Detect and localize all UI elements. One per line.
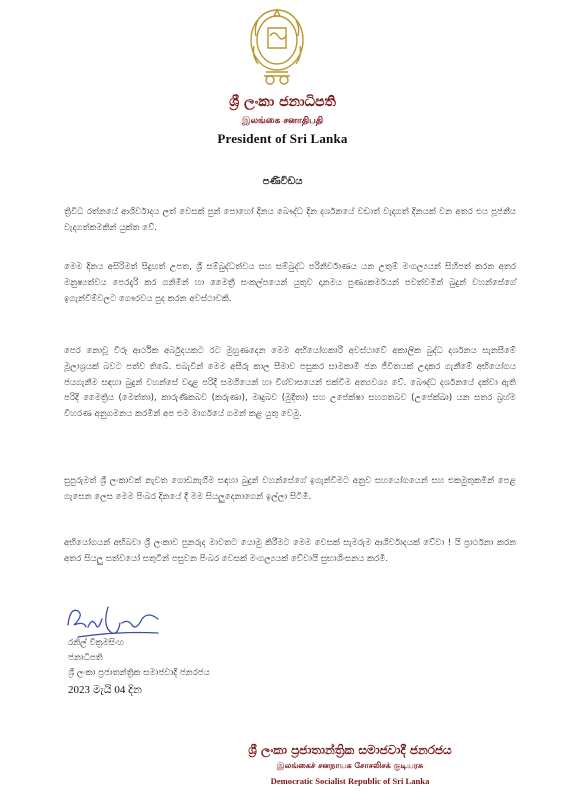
footer-name-english: Democratic Socialist Republic of Sri Lanka	[270, 776, 430, 786]
footer-name-tamil: இலங்கைச் சனநாயக சோசலிசக் குடியரசு	[276, 761, 424, 770]
message-paragraph-2: මෙම දිනය අසිරිමත් සිදුහත් උපත, ශ්‍රී සම්බුද්ධත්වය සහ සම්බුද්ධ පරිනිර්වාණය යන උතුම් මංගල්‍යයන් සිහිපත් කරන අතර මනුෂ්‍යත්වය පෙරදැරි කර ගනිමින් හා මෛත්‍රී සංකල්පයෙන් යුතුව දානමය පුණ්‍යකර්මයන් පවත්වමින් බුදුන් වහන්සේගේ ඉගැන්වීම්වලට ගෞරවය පුද කරන අවස්ථාවකි.	[64, 262, 516, 304]
signatory-position: ජනාධිපති	[68, 653, 103, 663]
national-emblem-icon	[244, 6, 310, 88]
letterhead-title-english: President of Sri Lanka	[217, 131, 348, 146]
letterhead-title-sinhala: ශ්‍රී ලංකා ජනාධිපති	[229, 94, 336, 110]
signatory-name: රනිල් වික්‍රමසිංහ	[68, 638, 124, 648]
document-title: පණිවිඩය	[262, 176, 303, 187]
signature-date: 2023 මැයි 04 දින	[68, 684, 142, 696]
message-paragraph-3: පෙර නොවූ විරූ ආර්ථික අර්බුදයකට රට මුහුණදෙන මෙම අභියෝගකාරී අවස්ථාවේ අකාලික බුද්ධ දර්ශනය සැනසීමේ මූලාශ්‍රයක් බවට පත්ව තිබේ. එබැවින් මෙම අසීරු කාල සීමාව පසුකර සාමකාමී ජන ජීවිතයක් උදාකර ගැනීමේ අභියෝගය ජයගැනීම සඳහා බුදුන් වහන්සේ වදාළ පරිදි සමගියෙන් හා විශ්වාසයෙන් එක්වීම අත්‍යවශ්‍ය වේ. බෞද්ධ දර්ශනයේ දක්වා ඇති පරිදි මෛත්‍රිය (මෙත්තා), කාරුණිකබව (කරුණා), මෘදුබව (මුදිතා) සහ උපේක්ෂා සහගතබව (උපේක්ඛා) යන සතර බ්‍රහ්ම විහරණ අනුගමනය කරමින් අප එම මාර්ගයේ ගමන් කළ යුතු වෙමු.	[64, 346, 516, 420]
signatory-country: ශ්‍රී ලංකා ප්‍රජාතන්ත්‍රික සමාජවාදී ජනරජය	[68, 668, 210, 678]
message-paragraph-5: අභියෝගයන් අභිබවා ශ්‍රී ලංකාව පුනරුද මාවතට යොමු කිරීමට මෙම වෙසක් සැමරුම ආශිර්වාදයක් වේවා ! යි ප්‍රාර්ථනා කරන අතර සියලු සත්වයෝ සතුටින් පසුවන පිංබර වෙසක් මංගල්‍යයක් වේවායි සුභාශිංසනය කරමි.	[64, 538, 516, 564]
message-paragraph-1: ත්‍රිවිධ රත්නයේ ආශිර්වාදය ලත් වෙසක් පුන් පොහෝ දිනය බෞද්ධ දින දර්ශනයේ වඩාත් වැදගත් දිනයක් වන අතර එය පූජනීය වැදගත්කමකින් යුක්ත වේ.	[64, 207, 516, 233]
footer-name-sinhala: ශ්‍රී ලංකා ප්‍රජාතාන්ත්‍රික සමාජවාදී ජනරජය	[248, 743, 452, 757]
letterhead-title-tamil: இலங்கை சனாதிபதி	[241, 116, 324, 126]
message-paragraph-4: සුපුරුමත් ශ්‍රී ලංකාවක් නැවත ගොඩනැගීම සඳහා බුදුන් වහන්සේගේ ඉගැන්වීමට අනුව සහයෝගයෙන් සහ එකමුතුකමින් පෙළ ගැසෙන ලෙස මෙම පිංබර දිනයේ දී මම සියලුදෙනාගෙන් ඉල්ලා සිටිමි.	[64, 476, 516, 502]
